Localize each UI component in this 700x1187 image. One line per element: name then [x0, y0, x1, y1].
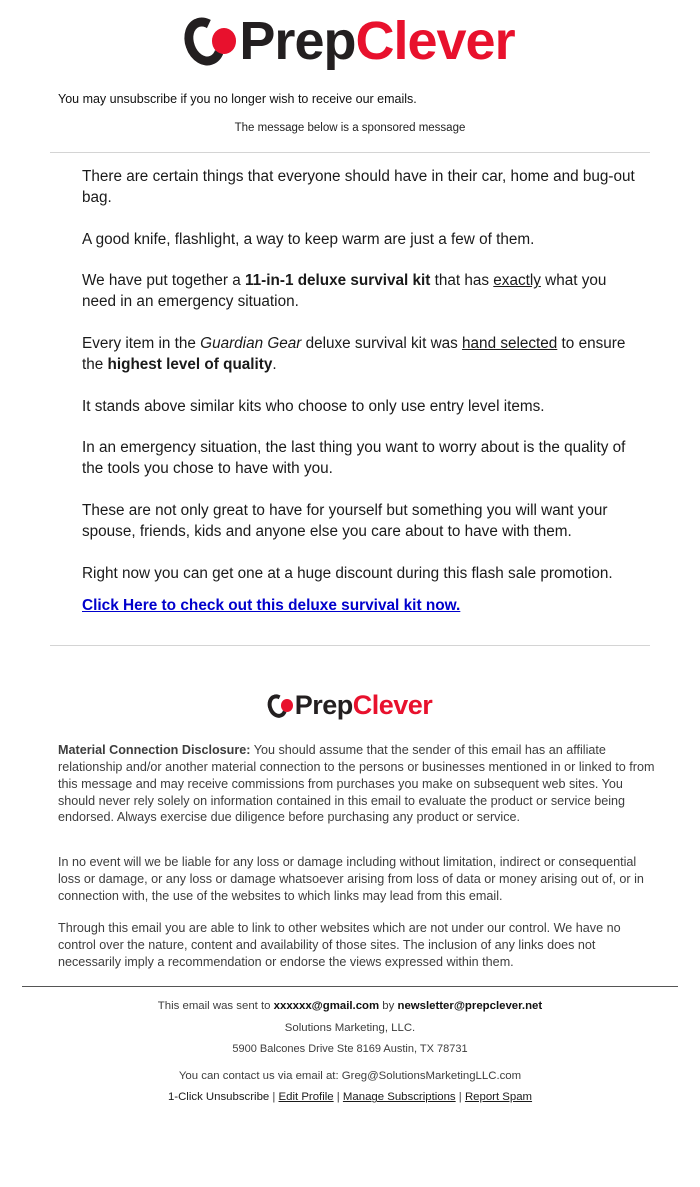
disclosure-body: You should assume that the sender of this email has an affiliate relationship and/or another material connection to the persons or businesses mentioned in or linked to from this message and may receive commissions from purchases you make on subsequent web sites. You should never rely solely on information contained in this email to evaluate the product or service being endorsed. Always exercise due diligence before purchasing any product or service. — [58, 743, 655, 825]
paragraph-6: In an emergency situation, the last thing you want to worry about is the quality of the tools you chose to have with you. — [82, 439, 626, 478]
sponsored-message-note: The message below is a sponsored message — [234, 122, 466, 134]
sender-email: newsletter@prepclever.net — [397, 1000, 543, 1013]
paragraph-3 — [82, 271, 638, 313]
paragraph-2: A good knife, flashlight, a way to keep warm are just a few of them. — [82, 230, 535, 248]
paragraph-8: Right now you can get one at a huge discount during this flash sale promotion. — [82, 564, 613, 582]
link-manage-subscriptions[interactable]: Manage Subscriptions — [342, 1091, 456, 1104]
p4-emphasis-hand-selected: hand selected — [462, 334, 558, 352]
p4-brand-guardian-gear: Guardian Gear — [200, 334, 302, 352]
contact-line: You can contact us via email at: Greg@SolutionsMarketingLLC.com — [178, 1070, 522, 1083]
unsubscribe-note: You may unsubscribe if you no longer wish to receive our emails. — [58, 92, 417, 106]
brand-logo-large — [185, 12, 514, 70]
company-name: Solutions Marketing, LLC. — [284, 1021, 416, 1034]
prepclever-circle-mark-icon — [185, 12, 239, 70]
email-body — [0, 153, 700, 584]
disclosure-heading: Material Connection Disclosure: — [58, 743, 251, 758]
link-sep-3: | — [455, 1091, 465, 1104]
cta-link[interactable]: Click Here to check out this deluxe survival kit now. — [82, 597, 461, 615]
paragraph-4 — [82, 334, 638, 376]
link-unsubscribe[interactable]: 1-Click Unsubscribe — [167, 1091, 270, 1104]
cta-container — [0, 584, 700, 615]
p4-text-c: deluxe survival kit was — [301, 334, 463, 352]
sent-to-line — [0, 999, 700, 1014]
sent-to-mid: by — [379, 1000, 398, 1013]
footer-links — [0, 1090, 700, 1105]
p3-text-e: what you need in an emergency situation. — [82, 272, 607, 311]
link-edit-profile[interactable]: Edit Profile — [278, 1091, 334, 1104]
brand-name-clever: Clever — [355, 11, 515, 71]
footer-logo — [0, 646, 700, 720]
p4-text-g: . — [272, 355, 277, 373]
liability-disclaimer: In no event will we be liable for any loss or damage including without limitation, indirect or consequential loss or damage, or any loss or damage whatsoever arising from loss of data or money arising out of, or in connection with, the use of the websites to which links may lead from this email. — [58, 855, 644, 903]
brand-name-prep: Prep — [239, 11, 356, 71]
brand-logo-small — [268, 691, 433, 720]
email-footer — [0, 987, 700, 1105]
brand-name-prep-footer: Prep — [294, 690, 353, 721]
recipient-email: xxxxxx@gmail.com — [273, 1000, 380, 1013]
link-report-spam[interactable]: Report Spam — [464, 1091, 533, 1104]
paragraph-5: It stands above similar kits who choose to only use entry level items. — [82, 397, 545, 415]
p4-emphasis-quality: highest level of quality — [107, 355, 273, 373]
external-links-disclaimer: Through this email you are able to link to other websites which are not under our control. We have no control over the nature, content and availability of those sites. The inclusion of any links does not necessarily imply a recommendation or endorse the views expressed within them. — [58, 921, 621, 969]
company-address: 5900 Balcones Drive Ste 8169 Austin, TX 78731 — [232, 1043, 468, 1056]
prepclever-circle-mark-icon — [268, 691, 295, 720]
p4-text-a: Every item in the — [82, 334, 201, 352]
p4-text-e: to ensure the — [82, 334, 626, 373]
p3-text-a: We have put together a — [82, 272, 245, 290]
link-sep-1: | — [269, 1091, 279, 1104]
p3-text-c: that has — [430, 272, 494, 290]
brand-name-clever-footer: Clever — [352, 690, 433, 721]
p3-emphasis-exactly: exactly — [493, 272, 541, 290]
paragraph-7: These are not only great to have for yourself but something you will want your spouse, friends, kids and anyone else you care about to have with them. — [82, 501, 608, 540]
paragraph-1: There are certain things that everyone should have in their car, home and bug-out bag. — [82, 168, 635, 206]
p3-kit-name: 11-in-1 deluxe survival kit — [245, 272, 431, 290]
sent-to-prefix: This email was sent to — [157, 1000, 274, 1013]
disclosure-section — [0, 720, 700, 970]
material-connection-disclosure — [58, 742, 660, 826]
link-sep-2: | — [333, 1091, 343, 1104]
header-logo — [0, 0, 700, 70]
